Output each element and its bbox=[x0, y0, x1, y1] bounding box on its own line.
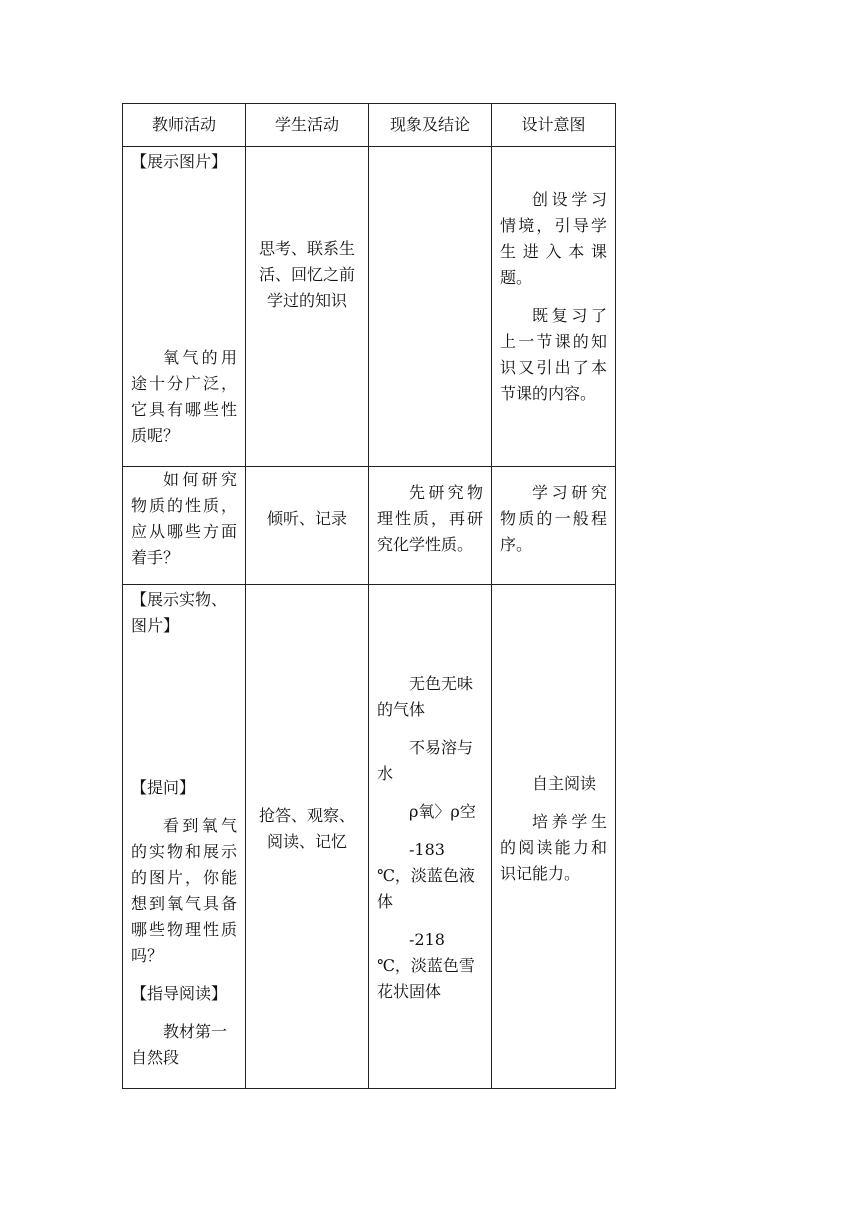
row2-student-text: 倾听、记录 bbox=[266, 509, 347, 528]
row1-teacher-cell bbox=[123, 147, 246, 467]
row3-teacher-label: 【展示实物、图片】 bbox=[131, 590, 228, 635]
header-student-activity: 学生活动 bbox=[246, 104, 369, 147]
header-phenomenon-conclusion: 现象及结论 bbox=[369, 104, 492, 147]
row3-question-text: 看到氧气的实物和展示的图片，你能想到氧气具备哪些物理性质吗？ bbox=[131, 816, 237, 965]
header-row bbox=[123, 104, 616, 147]
row2-intent-text: 学习研究物质的一般程序。 bbox=[500, 483, 607, 554]
row1-student-cell bbox=[246, 147, 369, 467]
row3-reading-label: 【指导阅读】 bbox=[131, 984, 228, 1003]
row3-student-cell bbox=[246, 585, 369, 1089]
row3-reading-text: 教材第一自然段 bbox=[131, 1022, 228, 1067]
row3-student-text: 抢答、观察、阅读、记忆 bbox=[258, 806, 355, 851]
row2-intent-cell bbox=[492, 467, 616, 585]
lesson-plan-table bbox=[122, 103, 616, 1089]
row3-teacher-cell bbox=[123, 585, 246, 1089]
row2-teacher-cell bbox=[123, 467, 246, 585]
row1-intent-text-2: 既复习了上一节课的知识又引出了本节课的内容。 bbox=[500, 306, 607, 403]
row1-student-text: 思考、联系生活、回忆之前学过的知识 bbox=[258, 239, 355, 310]
row3-phenomenon-3: ρ氧〉ρ空 bbox=[409, 802, 476, 821]
row1-teacher-question: 氧气的用途十分广泛，它具有哪些性质呢？ bbox=[131, 348, 237, 445]
row3-question-label: 【提问】 bbox=[131, 778, 196, 797]
header-design-intent: 设计意图 bbox=[492, 104, 616, 147]
header-teacher-activity: 教师活动 bbox=[123, 104, 246, 147]
row3-intent-text-2: 培养学生的阅读能力和识记能力。 bbox=[500, 812, 607, 883]
table-row bbox=[123, 585, 616, 1089]
row2-student-cell bbox=[246, 467, 369, 585]
row3-phenomenon-2: 不易溶与水 bbox=[377, 738, 474, 783]
row1-teacher-label: 【展示图片】 bbox=[131, 152, 228, 171]
row1-phenomenon-cell bbox=[369, 147, 492, 467]
row1-intent-cell bbox=[492, 147, 616, 467]
row2-phenomenon-cell bbox=[369, 467, 492, 585]
row3-phenomenon-5: -218 ℃，淡蓝色雪花状固体 bbox=[377, 930, 475, 1001]
row1-intent-text-1: 创设学习情境，引导学生进入本课题。 bbox=[500, 190, 607, 287]
row3-intent-cell bbox=[492, 585, 616, 1089]
row3-intent-text-1: 自主阅读 bbox=[532, 774, 597, 793]
row2-teacher-text: 如何研究物质的性质，应从哪些方面着手？ bbox=[131, 470, 237, 567]
table-row bbox=[123, 467, 616, 585]
row3-phenomenon-4: -183 ℃，淡蓝色液体 bbox=[377, 840, 475, 911]
row2-phenomenon-text: 先研究物理性质，再研究化学性质。 bbox=[377, 483, 483, 554]
row3-phenomenon-cell bbox=[369, 585, 492, 1089]
table-row bbox=[123, 147, 616, 467]
row3-phenomenon-1: 无色无味的气体 bbox=[377, 674, 474, 719]
